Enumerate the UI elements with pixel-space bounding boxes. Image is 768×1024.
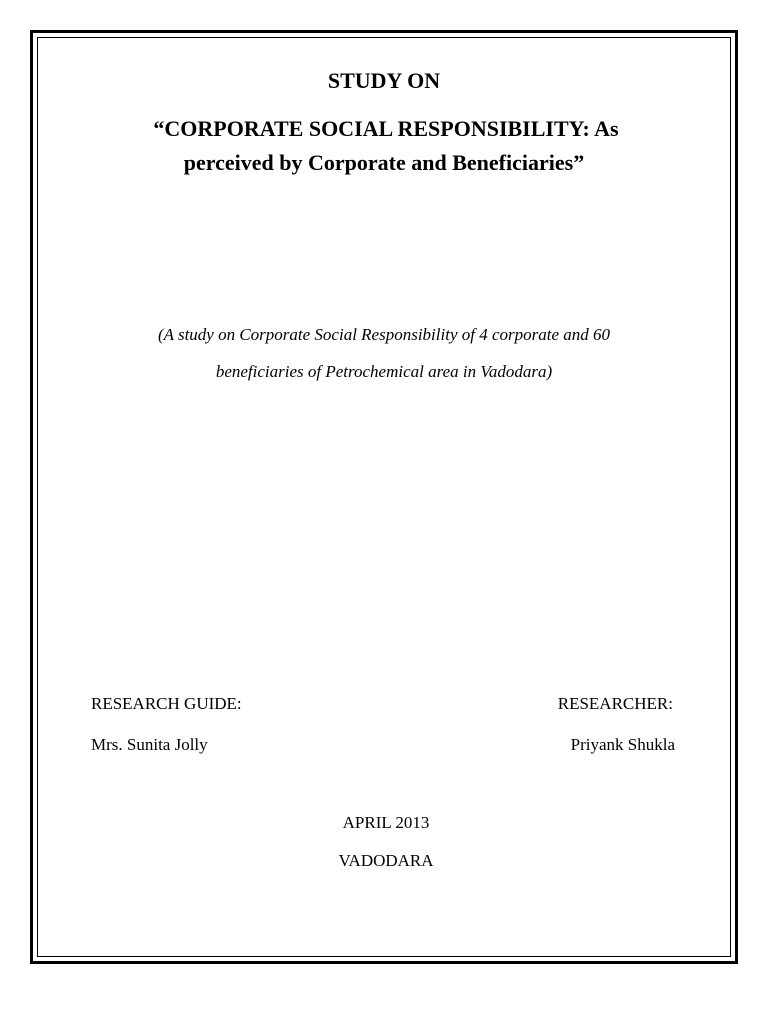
researcher-name: Priyank Shukla bbox=[570, 735, 675, 754]
title-line-1: “CORPORATE SOCIAL RESPONSIBILITY: As bbox=[153, 116, 619, 141]
description-line-2: beneficiaries of Petrochemical area in Vadodara) bbox=[215, 362, 553, 381]
title-line-2: perceived by Corporate and Beneficiaries” bbox=[183, 150, 585, 175]
date-text: APRIL 2013 bbox=[342, 813, 430, 832]
study-on-heading: STUDY ON bbox=[327, 68, 441, 93]
researcher-label: RESEARCHER: bbox=[557, 694, 673, 713]
research-guide-name: Mrs. Sunita Jolly bbox=[91, 735, 208, 754]
research-guide-label: RESEARCH GUIDE: bbox=[91, 694, 242, 713]
place-text: VADODARA bbox=[338, 851, 434, 870]
description-line-1: (A study on Corporate Social Responsibility of 4 corporate and 60 bbox=[157, 325, 611, 344]
